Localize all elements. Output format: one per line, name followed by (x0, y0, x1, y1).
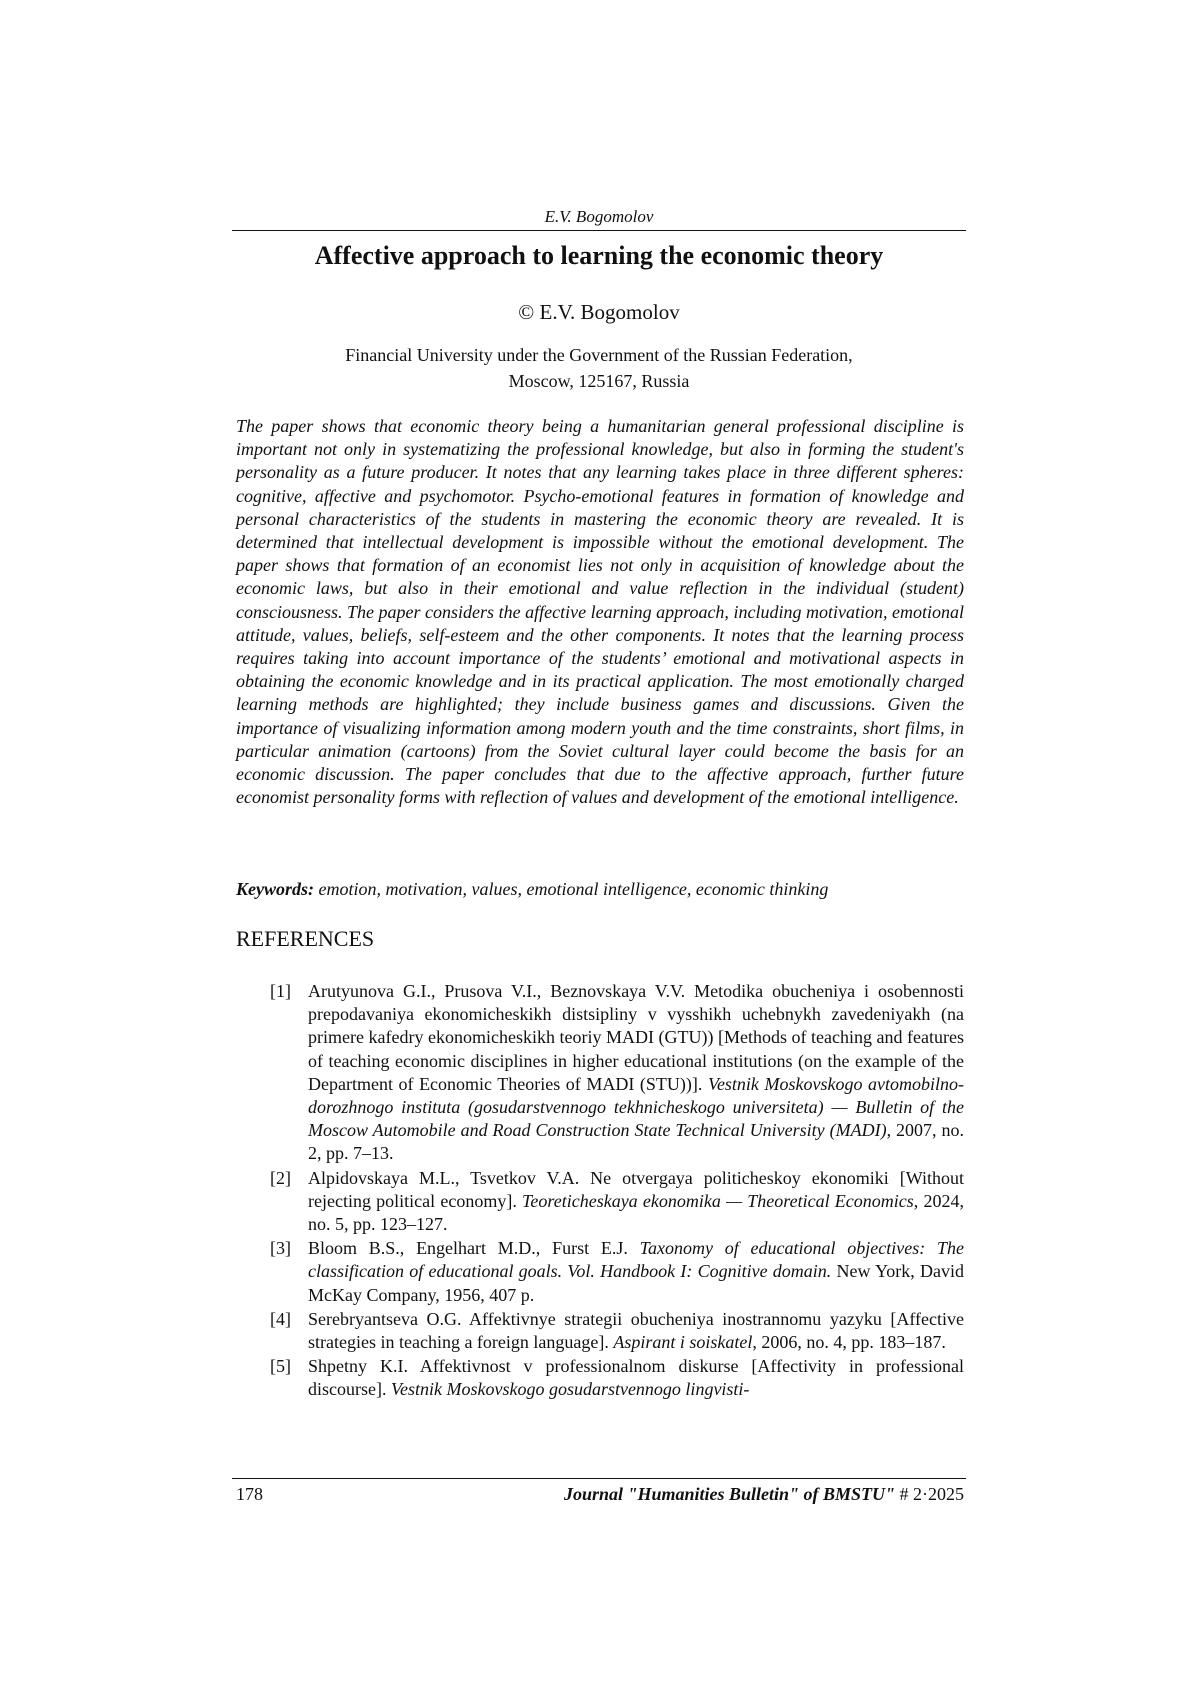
reference-item (270, 1237, 964, 1307)
reference-text: Shpetny K.I. Affektivnost v professionalnom diskurse [Affectivity in professional discourse]. Vestnik Moskovskogo gosudarstvennogo lingvisti- (308, 1356, 964, 1400)
reference-item (270, 1308, 964, 1354)
reference-number: [3] (270, 1238, 291, 1259)
footer-rule (232, 1478, 966, 1479)
reference-item (270, 1167, 964, 1237)
article-title: Affective approach to learning the economic theory (314, 241, 884, 270)
reference-item (270, 980, 964, 1166)
reference-number: [4] (270, 1308, 291, 1329)
journal-footer (564, 1484, 964, 1505)
reference-text: Arutyunova G.I., Prusova V.I., Beznovskaya V.V. Metodika obucheniya i osobennosti prepodavaniya ekonomicheskikh distsipliny v vysshikh uchebnykh zavedeniyakh (na primere kafedry ekonomicheskikh teoriy MADI (GTU)) [Methods of teaching and features of teaching economic disciplines in higher educational institutions (on the example of the Department of Economic Theories of MADI (STU))]. Vestnik Moskovskogo avtomobilno-dorozhnogo instituta (gosudarstvennogo tekhnicheskogo universiteta) — Bulletin of the Moscow Automobile and Road Construction State Technical University (MADI), 2007, no. 2, pp. 7–13. (308, 981, 964, 1164)
references-list (270, 980, 964, 1403)
keywords-label: Keywords: (236, 879, 314, 899)
reference-item (270, 1355, 964, 1401)
header-rule (232, 230, 966, 231)
reference-text: Serebryantseva O.G. Affektivnye strategii obucheniya inostrannomu yazyku [Affective strategies in teaching a foreign language]. Aspirant i soiskatel, 2006, no. 4, pp. 183–187. (308, 1308, 964, 1353)
affiliation (232, 342, 966, 394)
reference-number: [1] (270, 981, 291, 1001)
article-author: © E.V. Bogomolov (518, 300, 680, 324)
reference-text: Alpidovskaya M.L., Tsvetkov V.A. Ne otvergaya politicheskoy ekonomiki [Without rejecting political economy]. Teoreticheskaya ekonomika — Theoretical Economics, 2024, no. 5, pp. 123–127. (308, 1167, 965, 1235)
journal-name: Journal "Humanities Bulletin" of BMSTU" (563, 1484, 895, 1504)
running-head: E.V. Bogomolov (544, 207, 654, 226)
keywords-text: emotion, motivation, values, emotional intelligence, economic thinking (318, 879, 829, 899)
abstract: The paper shows that economic theory being a humanitarian general professional discipline is important not only in systematizing the professional knowledge, but also in forming the student's personality as a future producer. It notes that any learning takes place in three different spheres: cognitive, affective and psychomotor. Psycho-emotional features in formation of knowledge and personal characteristics of the students in mastering the economic theory are revealed. It is determined that intellectual development is impossible without the emotional development. The paper shows that formation of an economist lies not only in acquisition of knowledge about the economic laws, but also in their emotional and value reflection in the individual (student) consciousness. The paper considers the affective learning approach, including motivation, emotional attitude, values, beliefs, self-esteem and the other components. It notes that the learning process requires taking into account importance of the students’ emotional and motivational aspects in obtaining the economic knowledge and in its practical application. The most emotionally charged learning methods are highlighted; they include business games and discussions. Given the importance of visualizing information among modern youth and the time constraints, short films, in particular animation (cartoons) from the Soviet cultural layer could become the basis for an economic discussion. The paper concludes that due to the affective approach, further future economist personality forms with reflection of values and development of the emotional intelligence. (236, 416, 964, 808)
reference-number: [5] (270, 1356, 291, 1377)
affiliation-line-1: Financial University under the Government of the Russian Federation, (345, 345, 853, 365)
page-number: 178 (236, 1484, 263, 1504)
reference-text: Bloom B.S., Engelhart M.D., Furst E.J. Taxonomy of educational objectives: The classification of educational goals. Vol. Handbook I: Cognitive domain. New York, David McKay Company, 1956, 407 p. (308, 1238, 965, 1305)
keywords (236, 879, 964, 900)
issue-number: # 2·2025 (895, 1484, 964, 1504)
references-heading: REFERENCES (236, 926, 375, 951)
affiliation-line-2: Moscow, 125167, Russia (508, 371, 690, 391)
reference-number: [2] (270, 1167, 291, 1188)
